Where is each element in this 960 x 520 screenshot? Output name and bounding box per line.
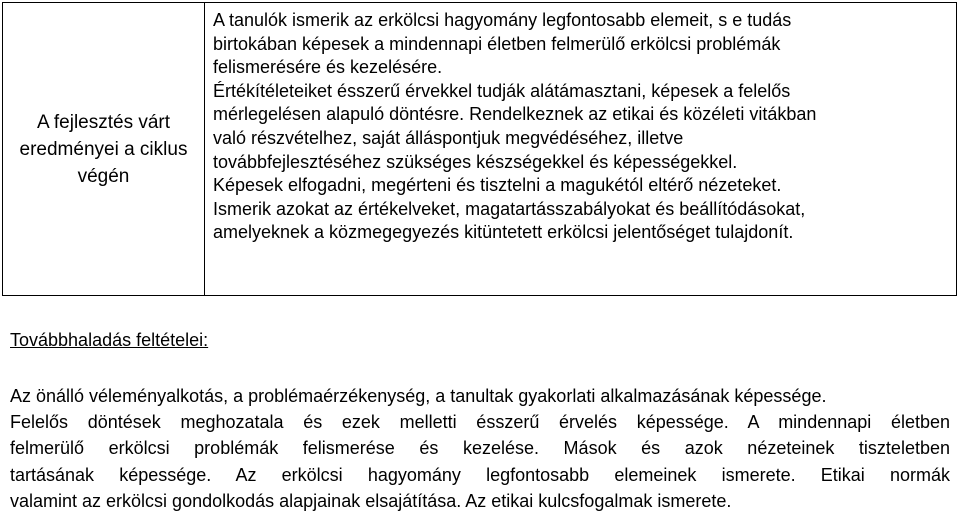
- table-content-line: A tanulók ismerik az erkölcsi hagyomány legfontosabb elemeit, s e tudás: [213, 10, 792, 30]
- outcomes-table: [2, 2, 957, 296]
- section-heading: Továbbhaladás feltételei:: [10, 330, 209, 350]
- table-content-line: továbbfejlesztéséhez szükséges készségekkel és képességekkel.: [213, 151, 738, 172]
- table-content-line: való részvételhez, saját álláspontjuk megvédéséhez, illetve: [213, 127, 684, 148]
- table-content-line: Értékítéleteiket ésszerű érvekkel tudják alátámasztani, képesek a felelős: [213, 80, 791, 101]
- table-content-line: Ismerik azokat az értékelveket, magatartásszabályokat és beállítódásokat,: [213, 198, 806, 219]
- table-content-line: amelyeknek a közmegegyezés kitüntetett erkölcsi jelentőséget tulajdonít.: [213, 222, 794, 243]
- paragraph-line: tartásának képessége. Az erkölcsi hagyomány legfontosabb elemeinek ismerete. Etikai normák: [10, 464, 950, 485]
- paragraph-line: Az önálló véleményalkotás, a problémaérzékenység, a tanultak gyakorlati alkalmazásának képessége.: [10, 386, 827, 406]
- paragraph-line: valamint az erkölcsi gondolkodás alapjainak elsajátítása. Az etikai kulcsfogalmak ismerete.: [10, 490, 732, 511]
- table-label-line: A fejlesztés várt: [36, 111, 171, 133]
- paragraph-line: felmerülő erkölcsi problémák felismerése és kezelése. Mások és azok nézeteinek tiszteletben: [10, 438, 950, 459]
- table-label-line: eredményei a ciklus: [19, 138, 188, 160]
- table-content-line: Képesek elfogadni, megérteni és tisztelni a magukétól eltérő nézeteket.: [213, 175, 782, 196]
- table-content-line: mérlegelésen alapuló döntésre. Rendelkeznek az etikai és közéleti vitákban: [213, 104, 817, 125]
- paragraph-line: Felelős döntések meghozatala és ezek melletti ésszerű érvelés képessége. A mindennapi életben: [10, 412, 950, 433]
- table-content-line: felismerésére és kezelésére.: [213, 57, 443, 78]
- requirements-paragraph: [10, 383, 950, 514]
- table-label-line: végén: [77, 165, 130, 187]
- table-label-cell: [3, 3, 205, 295]
- table-content-line: birtokában képesek a mindennapi életben felmerülő erkölcsi problémák: [213, 33, 781, 54]
- table-content-cell: [205, 3, 956, 295]
- table-label: [9, 109, 199, 190]
